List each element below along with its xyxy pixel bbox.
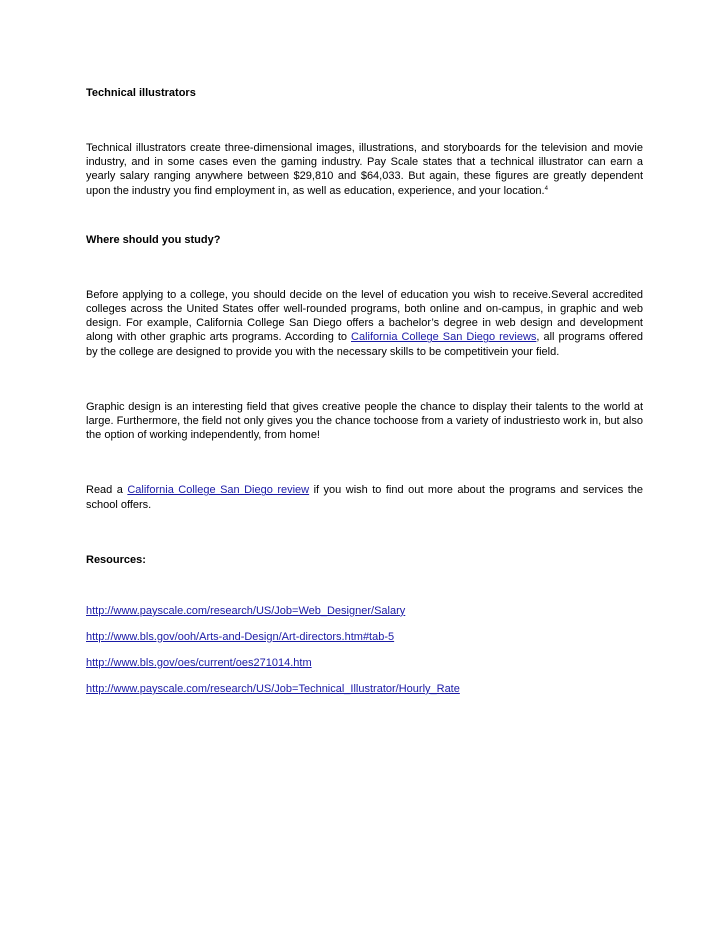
resource-link-bls-oes[interactable]: http://www.bls.gov/oes/current/oes271014.htm	[86, 656, 312, 669]
link-ccsd-review[interactable]: California College San Diego review	[127, 484, 310, 497]
paragraph-read-review	[86, 483, 643, 511]
paragraph-text: Technical illustrators create three-dimensional images, illustrations, and storyboards for the television and movie industry, and in some cases even the gaming industry. Pay Scale states that a technical illustrator can earn a yearly salary ranging anywhere between $29,810 and $64,033. But again, these figures are greatly dependent upon the industry you find employment in, as well as education, experience, and your location.	[86, 142, 643, 197]
document-content	[86, 80, 643, 708]
footnote-ref: 4	[544, 185, 548, 192]
link-ccsd-reviews[interactable]: California College San Diego reviews	[351, 331, 537, 344]
heading-resources: Resources:	[86, 553, 146, 566]
heading-technical-illustrators: Technical illustrators	[86, 87, 196, 99]
paragraph-text: if you wish to find out more about the programs and services the school offers.	[86, 484, 643, 511]
heading-where-to-study: Where should you study?	[86, 233, 221, 246]
paragraph-text: , all programs offered by the college are designed to provide you with the necessary skills to be competitivein your field.	[86, 331, 643, 358]
paragraph-text: Before applying to a college, you should decide on the level of education you wish to receive.Several accredited colleges across the United States offer well-rounded programs, both online and on-campus, in graphic and web design. For example, California College San Diego offers a bachelor’s degree in web design and development along with other graphic arts programs. According to	[86, 288, 643, 344]
paragraph-graphic-design: Graphic design is an interesting field that gives creative people the chance to display their talents to the world at large. Furthermore, the field not only gives you the chance tochoose from a variety of industriesto work in, but also the option of working independently, from home!	[86, 400, 643, 442]
resource-link-bls-art-directors[interactable]: http://www.bls.gov/ooh/Arts-and-Design/Art-directors.htm#tab-5	[86, 630, 395, 643]
paragraph-where-to-study	[86, 288, 643, 359]
resource-link-payscale-technical-illustrator[interactable]: http://www.payscale.com/research/US/Job=Technical_Illustrator/Hourly_Rate	[86, 682, 460, 695]
resource-links	[86, 604, 643, 696]
paragraph-text: Read a	[86, 484, 128, 497]
paragraph-technical-illustrators	[86, 141, 643, 198]
resource-link-payscale-web-designer[interactable]: http://www.payscale.com/research/US/Job=Web_Designer/Salary	[86, 604, 406, 617]
